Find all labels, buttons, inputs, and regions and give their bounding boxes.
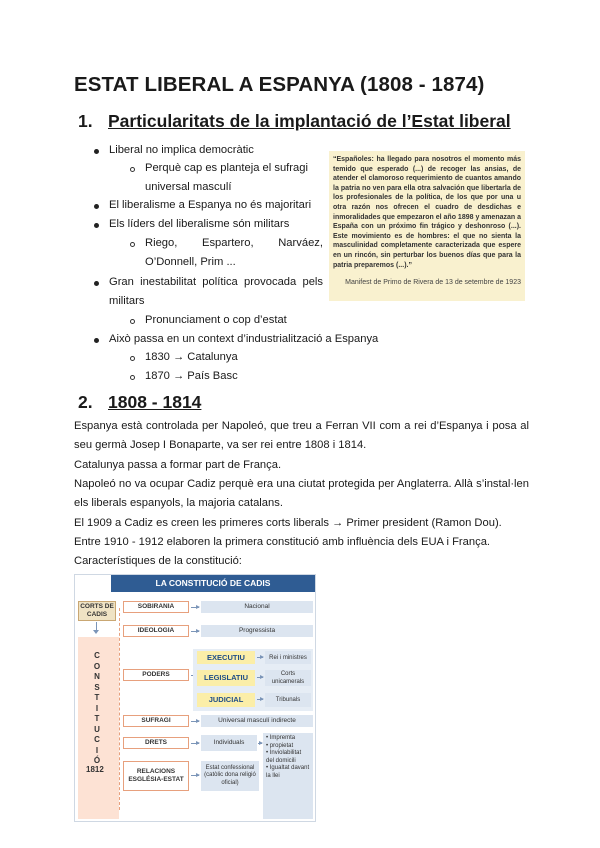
section1-number: 1. (78, 111, 93, 131)
sub-bullet-ring-icon (130, 356, 135, 361)
paragraph-caracteristiques: Característiques de la constitució: (74, 555, 242, 567)
executiu-label: EXECUTIU (197, 651, 255, 664)
bullet-lideres: Els líders del liberalisme són militars (109, 218, 290, 230)
sobirania-value: Nacional (201, 601, 313, 613)
legislatiu-label: LEGISLATIU (197, 670, 255, 686)
sub-bullet-ring-icon (130, 242, 135, 247)
section1-title: Particularitats de la implantació de l’Estat liberal (108, 111, 511, 131)
executiu-value: Rei i ministres (265, 651, 311, 664)
arrow-right-icon (191, 775, 199, 776)
bullet-no-majoritari: El liberalisme a Espanya no és majoritari (109, 199, 312, 211)
arrow-right-icon (191, 631, 199, 632)
quote-text: “Españoles: ha llegado para nosotros el momento más temido que esperado (...) de recoger las ansias, de atender el clamoroso requerimiento de cuantos amando la patria no ven para ella otra salvación que libertarla de los profesionales de la política, de los que por una u otra razón nos ofrecen el cuadro de desdichas e inmoralidades que empezaron el año 1898 y amenazan a España con un próximo fin trágico y deshonroso (...). Este movimiento es de hombres: el que no sienta la masculinidad completamente caracterizada que espere en un rincón, sin perturbar los buenos días que para la patria preparemos (...).” (333, 156, 521, 269)
sufragi-value: Universal masculí indirecte (201, 715, 313, 727)
ideologia-value: Progressista (201, 625, 313, 637)
sub-bullet-sufragi-cont: universal masculí (145, 181, 232, 193)
paragraph-constitucio: Entre 1910 - 1912 elaboren la primera constitució amb influència dels EUA i França. (74, 536, 491, 548)
connector-line (96, 622, 97, 630)
section2-heading (78, 392, 201, 413)
bullet-industrialitzacio: Això passa en un context d’industrialització a Espanya (109, 333, 379, 345)
arrow-right-icon (191, 607, 199, 608)
bullet-dot-icon (94, 281, 99, 286)
page-title: ESTAT LIBERAL A ESPANYA (1808 - 1874) (74, 73, 485, 96)
paragraph-catalunya: Catalunya passa a formar part de França. (74, 459, 282, 471)
arrow-right-icon (257, 657, 263, 658)
relacions-value: Estat confessional (catòlic dona religió oficial) (201, 761, 259, 791)
diagram-title: LA CONSTITUCIÓ DE CADIS (111, 575, 315, 592)
paragraph-cadiz: Napoleó no va ocupar Cadiz perquè era una ciutat protegida per Anglaterra. Allà s’instal·len els liberals espanyols, la majoria catalans. (74, 478, 529, 509)
constitucio-vertical-text: C O N S T I T U C I Ó (93, 651, 101, 765)
sub-bullet-catalunya: 1830 → Catalunya (145, 351, 238, 363)
corts-de-cadis-box: CORTS DE CADIS (78, 601, 116, 621)
relacions-label: RELACIONS ESGLÉSIA-ESTAT (123, 761, 189, 791)
section1-heading (78, 111, 511, 132)
bullet-inestabilitat: Gran inestabilitat política provocada pels (109, 276, 323, 288)
arrow-right-icon (191, 721, 199, 722)
quote-box (329, 151, 525, 301)
judicial-label: JUDICIAL (197, 693, 255, 707)
arrow-right-icon (258, 743, 262, 744)
paragraph-napoleo: Espanya està controlada per Napoleó, que treu a Ferran VII com a rei d’Espanya i posa al seu germà Josep I Bonaparte, va ser rei entre 1808 i 1814. (74, 420, 529, 451)
bullet-dot-icon (94, 223, 99, 228)
sub-bullet-pronunciament: Pronunciament o cop d’estat (145, 314, 287, 326)
bullet-dot-icon (94, 338, 99, 343)
section2-number: 2. (78, 392, 93, 412)
ideologia-label: IDEOLOGIA (123, 625, 189, 637)
connector-trunk (119, 608, 120, 810)
quote-source: Manifest de Primo de Rivera de 13 de setembre de 1923 (345, 279, 521, 287)
arrow-right-icon (257, 677, 263, 678)
dret-item: • Inviolabilitat del domicili (266, 750, 302, 764)
bullet-inestabilitat-cont: militars (109, 295, 145, 307)
drets-list (263, 733, 313, 819)
drets-label: DRETS (123, 737, 189, 749)
sub-bullet-pais-basc: 1870 → País Basc (145, 370, 238, 382)
bullet-liberal: Liberal no implica democràtic (109, 144, 254, 156)
sub-bullet-ring-icon (130, 375, 135, 380)
sub-bullet-ring-icon (130, 167, 135, 172)
legislatiu-value: Corts unicamerals (265, 670, 311, 686)
dret-item: • Impremta (266, 735, 296, 741)
sub-bullet-militars: Riego, Espartero, Narváez, (145, 237, 323, 249)
poders-label: PODERS (123, 669, 189, 681)
paragraph-corts: El 1909 a Cadiz es creen les primeres corts liberals → Primer president (Ramon Dou). (74, 517, 502, 529)
dret-item: • Igualtat davant la llei (266, 765, 310, 779)
sub-bullet-sufragi: Perquè cap es planteja el sufragi (145, 162, 308, 174)
sufragi-label: SUFRAGI (123, 715, 189, 727)
section2-title: 1808 - 1814 (108, 392, 202, 412)
bullet-dot-icon (94, 149, 99, 154)
dret-item: • propietat (266, 742, 294, 749)
drets-individuals: Individuals (201, 735, 257, 751)
sub-bullet-ring-icon (130, 319, 135, 324)
arrow-right-icon (191, 743, 199, 744)
bullet-dot-icon (94, 204, 99, 209)
down-arrow-icon (93, 630, 99, 634)
constitution-diagram (74, 574, 316, 822)
sub-bullet-militars-cont: O’Donnell, Prim ... (145, 256, 236, 268)
constitucio-year: 1812 (86, 765, 104, 774)
sobirania-label: SOBIRANIA (123, 601, 189, 613)
arrow-right-icon (257, 699, 263, 700)
judicial-value: Tribunals (265, 693, 311, 707)
